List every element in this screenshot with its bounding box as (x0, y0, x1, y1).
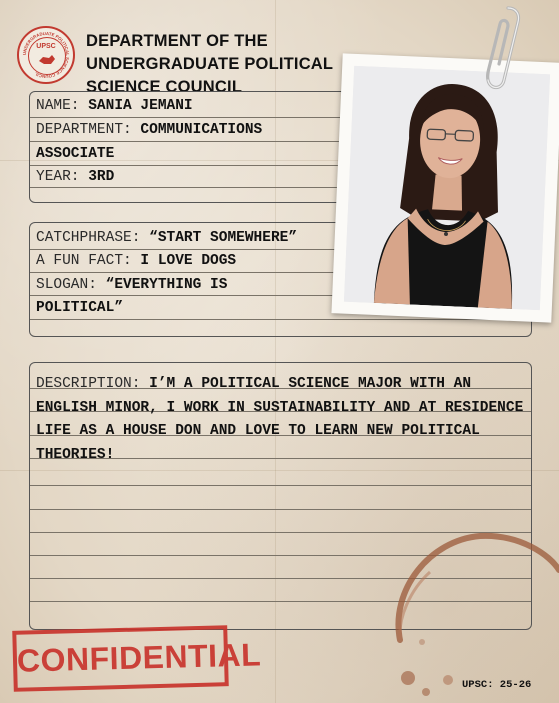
slogan-field-cont (36, 300, 123, 316)
slogan-value-line2: POLITICAL” (36, 300, 124, 316)
description-value: I’M A POLITICAL SCIENCE MAJOR WITH AN ENGLISH MINOR, I WORK IN SUSTAINABILITY AND AT RESIDENCE LIFE AS A HOUSE DON AND LOVE TO LEARN NEW POLITICAL THEORIES! (36, 376, 524, 463)
paperclip-icon (478, 2, 528, 97)
department-value-line2: ASSOCIATE (36, 146, 115, 162)
slogan-label: SLOGAN: (36, 277, 97, 293)
fun-fact-label: A FUN FACT: (36, 253, 132, 269)
fun-fact-field (36, 253, 236, 269)
department-label: DEPARTMENT: (36, 122, 132, 138)
profile-photo (344, 66, 550, 310)
logo-ring-text: UNDERGRADUATE POLITICAL SCIENCE COUNCIL (21, 30, 71, 80)
name-value: SANIA JEMANI (88, 98, 193, 114)
catchphrase-value: “START SOMEWHERE” (149, 230, 298, 246)
slogan-field (36, 277, 227, 293)
department-field (36, 122, 262, 138)
footer-code: UPSC: 25-26 (462, 679, 532, 691)
year-value: 3RD (88, 169, 115, 185)
catchphrase-label: CATCHPHRASE: (36, 230, 141, 246)
name-field (36, 98, 193, 114)
coffee-stain (370, 520, 559, 703)
department-value-line1: COMMUNICATIONS (140, 122, 263, 138)
fun-fact-value: I LOVE DOGS (140, 253, 237, 269)
council-logo (17, 26, 75, 84)
year-field (36, 169, 114, 185)
year-label: YEAR: (36, 169, 80, 185)
slogan-value-line1: “EVERYTHING IS (105, 277, 228, 293)
department-field-cont (36, 146, 114, 162)
confidential-stamp: CONFIDENTIAL (12, 625, 229, 692)
catchphrase-field (36, 230, 297, 246)
logo-text: UPSC (36, 43, 56, 50)
page-title: DEPARTMENT OF THE UNDERGRADUATE POLITICAL SCIENCE COUNCIL (86, 32, 333, 96)
description-label: DESCRIPTION: (36, 376, 141, 392)
description-field (36, 373, 526, 467)
name-label: NAME: (36, 98, 80, 114)
